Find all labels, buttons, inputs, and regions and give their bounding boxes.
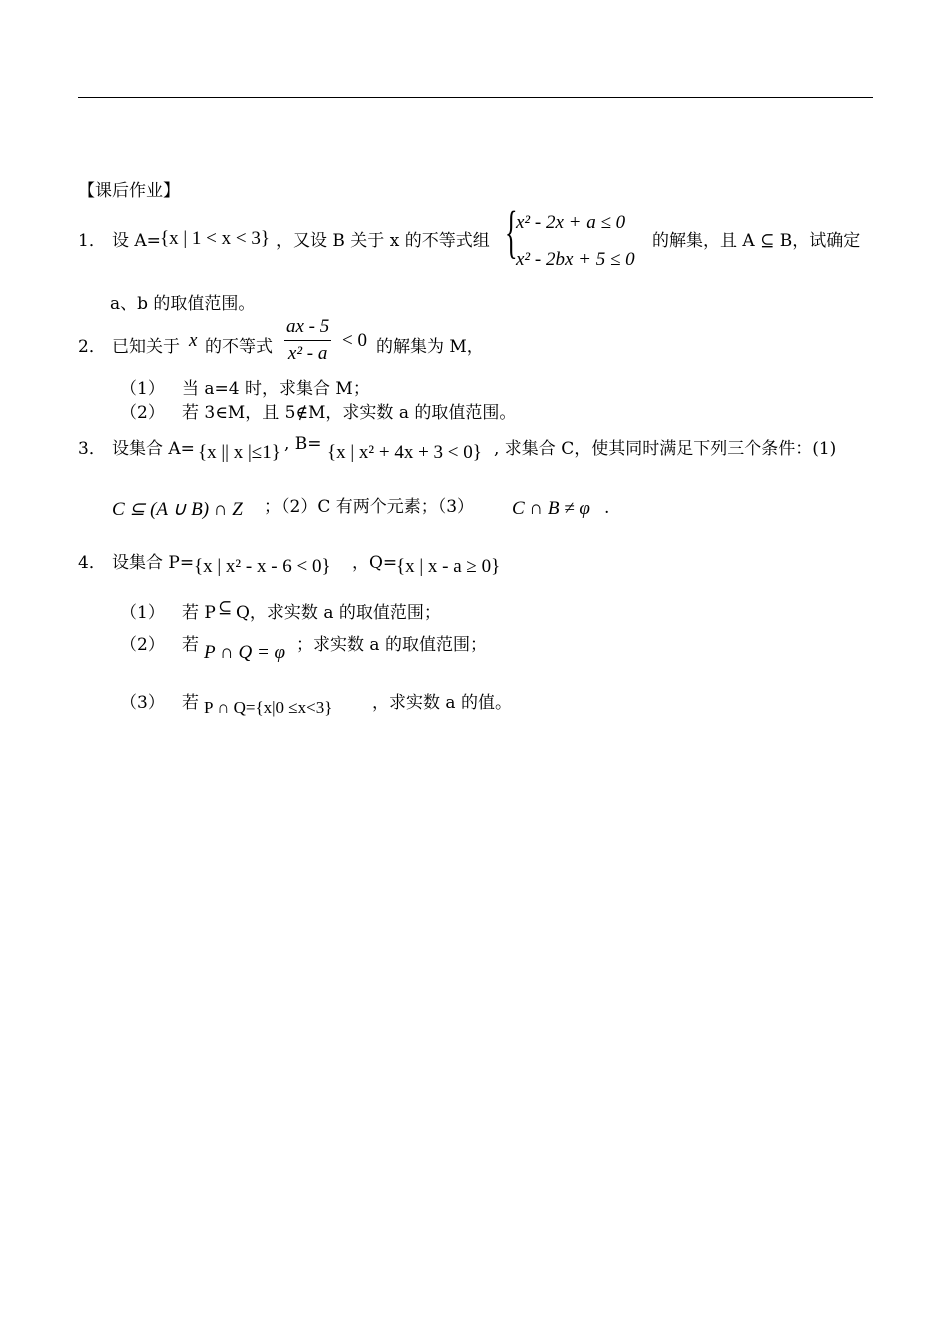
q2-rhs: < 0 [342,330,367,351]
q2-text-3: 的解集为 M， [376,337,484,357]
q4-sub-3-number: （3） [120,693,165,713]
q1-text-1: 设 A= [112,231,161,251]
q4-sub-1-text-c: Q，求实数 a 的取值范围； [236,603,441,623]
q3-condition-3: C ∩ B ≠ φ [512,498,590,519]
q4-sub-1-text-a: 若 P [182,603,216,623]
q3-set-b: {x | x² + 4x + 3 < 0} [327,442,482,463]
q3-text-4: ；（2）C 有两个元素；（3） [264,497,475,517]
system-brace: { [505,199,518,264]
q4-text-1: 设集合 P= [112,553,195,573]
q4-sub-1-subset: ⊆ [218,598,233,618]
q4-sub-2-text-a: 若 [182,635,199,655]
q4-sub-3-text-b: ，求实数 a 的值。 [372,693,512,713]
q1-system-line-1: x² - 2x + a ≤ 0 [516,212,626,233]
q2-fraction [284,316,331,365]
q1-text-4: a、b 的取值范围。 [110,294,256,314]
q2-number: 2． [78,337,106,357]
q3-text-2: , B= [284,434,322,454]
section-heading: 【课后作业】 [78,181,180,201]
q3-number: 3． [78,439,106,459]
q2-fraction-numerator: ax - 5 [284,316,331,341]
q4-sub-2-number: （2） [120,635,165,655]
q2-fraction-denominator: x² - a [287,343,328,364]
q2-sub-1-number: （1） [120,379,165,399]
q4-set-p: {x | x² - x - 6 < 0} [194,556,331,577]
q4-sub-1-number: （1） [120,603,165,623]
q3-text-5: . [604,498,610,518]
q3-set-a: {x || x |≤1} [198,442,281,463]
q2-sub-2-number: （2） [120,403,165,423]
q4-sub-3-math: P ∩ Q={x|0 ≤x<3} [204,698,333,717]
q1-system-line-2: x² - 2bx + 5 ≤ 0 [516,249,635,270]
q3-text-1: 设集合 A= [112,439,195,459]
q3-condition-1: C ⊆ (A ∪ B) ∩ Z [112,499,243,520]
q4-set-q: {x | x - a ≥ 0} [396,556,501,577]
q4-sub-3-text-a: 若 [182,693,199,713]
q3-text-3: , 求集合 C，使其同时满足下列三个条件：(1) [494,439,837,459]
q1-text-2: ，又设 B 关于 x 的不等式组 [276,231,490,251]
q2-text-2: 的不等式 [205,337,273,357]
q2-sub-2-text: 若 3∈M，且 5∉M，求实数 a 的取值范围。 [182,403,517,423]
q4-number: 4． [78,553,106,573]
q4-sub-2-text-b: ；求实数 a 的取值范围； [296,635,487,655]
q2-variable: x [189,330,198,351]
q1-set-a: {x | 1 < x < 3} [160,228,270,249]
header-rule [78,97,873,98]
q1-number: 1． [78,231,106,251]
q2-text-1: 已知关于 [112,337,180,357]
q2-sub-1-text: 当 a=4 时，求集合 M； [182,379,370,399]
q4-text-2: ，Q= [352,553,398,573]
q4-sub-2-math: P ∩ Q = φ [204,642,286,663]
q1-text-3: 的解集，且 A ⊆ B，试确定 [652,231,861,251]
